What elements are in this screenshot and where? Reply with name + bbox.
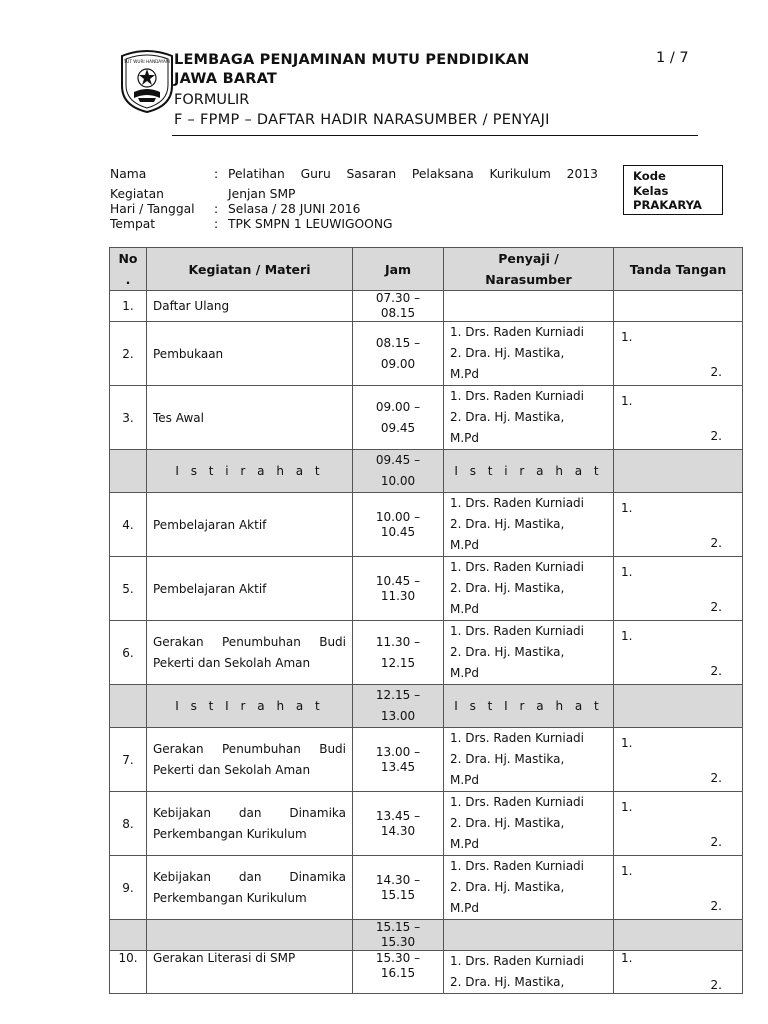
- signature-slot-1: 1.: [621, 629, 633, 643]
- table-row: [110, 493, 743, 557]
- time-start: 15.15 –: [375, 920, 421, 934]
- col-header-presenter: [444, 248, 614, 291]
- presenter-1: 1. Drs. Raden Kurniadi: [450, 859, 585, 873]
- row-signature: [614, 557, 743, 621]
- institution-region: JAWA BARAT: [174, 71, 278, 87]
- signature-slot-1: 1.: [621, 394, 633, 408]
- row-number: 8.: [110, 792, 147, 856]
- row-activity: [147, 621, 353, 685]
- time-end: 15.15: [380, 887, 416, 902]
- break-label: [147, 920, 353, 951]
- header-divider: [172, 135, 698, 136]
- presenter-2: 2. Dra. Hj. Mastika,: [450, 975, 565, 989]
- presenter-2-title: M.Pd: [450, 837, 480, 851]
- presenter-2: 2. Dra. Hj. Mastika,: [450, 581, 565, 595]
- row-activity: Daftar Ulang: [147, 291, 353, 322]
- table-row: [110, 557, 743, 621]
- row-presenter: [444, 322, 614, 386]
- row-time: [353, 386, 444, 450]
- row-number: 10.: [110, 951, 147, 994]
- time-start: 10.00 –: [375, 509, 421, 524]
- row-time: [353, 621, 444, 685]
- presenter-2-title: M.Pd: [450, 367, 480, 381]
- table-break-row: [110, 920, 743, 951]
- row-signature: [614, 685, 743, 728]
- table-row: [110, 386, 743, 450]
- row-presenter: [444, 291, 614, 322]
- signature-slot-2: 2.: [710, 899, 722, 913]
- table-row: [110, 322, 743, 386]
- svg-text:TUT WURI HANDAYANI: TUT WURI HANDAYANI: [123, 59, 171, 64]
- time-start: 15.30 –: [375, 951, 421, 965]
- row-time: [353, 856, 444, 920]
- activity-line-1: Kebijakan dan Dinamika: [153, 869, 346, 884]
- presenter-1: 1. Drs. Raden Kurniadi: [450, 731, 585, 745]
- tempat-label: Tempat: [110, 217, 156, 231]
- row-signature: [614, 322, 743, 386]
- class-value: PRAKARYA: [633, 198, 702, 212]
- signature-slot-1: 1.: [621, 951, 633, 965]
- activity-line-2: Pekerti dan Sekolah Aman: [153, 655, 311, 670]
- signature-slot-1: 1.: [621, 330, 633, 344]
- nama-word: Sasaran: [346, 167, 397, 181]
- table-break-row: [110, 450, 743, 493]
- time-start: 11.30 –: [375, 634, 421, 649]
- presenter-2: 2. Dra. Hj. Mastika,: [450, 880, 565, 894]
- row-signature: [614, 621, 743, 685]
- row-signature: [614, 386, 743, 450]
- row-presenter: [444, 493, 614, 557]
- row-number: 9.: [110, 856, 147, 920]
- col-header-time: Jam: [353, 248, 444, 291]
- row-number: 6.: [110, 621, 147, 685]
- row-activity: Gerakan Literasi di SMP: [147, 951, 353, 994]
- time-end: 10.45: [380, 524, 416, 539]
- presenter-2-title: M.Pd: [450, 773, 480, 787]
- form-title: F – FPMP – DAFTAR HADIR NARASUMBER / PENYAJI: [174, 112, 550, 128]
- presenter-2-title: M.Pd: [450, 538, 480, 552]
- col-header-activity: Kegiatan / Materi: [147, 248, 353, 291]
- presenter-1: 1. Drs. Raden Kurniadi: [450, 954, 585, 968]
- presenter-2: 2. Dra. Hj. Mastika,: [450, 410, 565, 424]
- break-presenter: [444, 920, 614, 951]
- table-row: [110, 792, 743, 856]
- activity-line-1: Kebijakan dan Dinamika: [153, 805, 346, 820]
- row-activity: Pembukaan: [147, 322, 353, 386]
- presenter-2: 2. Dra. Hj. Mastika,: [450, 517, 565, 531]
- activity-line-2: Perkembangan Kurikulum: [153, 890, 307, 905]
- break-label: I s t I r a h a t: [147, 685, 353, 728]
- time-start: 08.15 –: [375, 335, 421, 350]
- col-header-no: [110, 248, 147, 291]
- colon: :: [214, 167, 219, 181]
- tut-wuri-handayani-logo: [116, 48, 178, 114]
- signature-slot-1: 1.: [621, 864, 633, 878]
- time-end: 13.00: [380, 709, 416, 723]
- row-activity: Pembelajaran Aktif: [147, 557, 353, 621]
- row-time: [353, 450, 444, 493]
- time-start: 12.15 –: [375, 688, 421, 702]
- row-time: [353, 728, 444, 792]
- signature-slot-2: 2.: [710, 771, 722, 785]
- time-end: 11.30: [380, 588, 416, 603]
- time-end: 14.30: [380, 823, 416, 838]
- table-row: [110, 291, 743, 322]
- row-presenter: [444, 386, 614, 450]
- code-label: Kode: [633, 169, 666, 183]
- row-signature: [614, 856, 743, 920]
- row-number: [110, 920, 147, 951]
- nama-word: 2013: [566, 167, 598, 181]
- signature-slot-1: 1.: [621, 800, 633, 814]
- row-presenter: [444, 856, 614, 920]
- row-number: 7.: [110, 728, 147, 792]
- presenter-1: 1. Drs. Raden Kurniadi: [450, 624, 585, 638]
- row-time: [353, 951, 444, 994]
- time-start: 09.00 –: [375, 399, 421, 414]
- time-start: 07.30 –: [375, 291, 421, 305]
- activity-line-2: Pekerti dan Sekolah Aman: [153, 762, 311, 777]
- presenter-2: 2. Dra. Hj. Mastika,: [450, 816, 565, 830]
- table-break-row: [110, 685, 743, 728]
- table-row: [110, 728, 743, 792]
- signature-slot-1: 1.: [621, 501, 633, 515]
- row-number: 3.: [110, 386, 147, 450]
- time-start: 13.00 –: [375, 744, 421, 759]
- row-presenter: [444, 792, 614, 856]
- colon: :: [214, 202, 219, 216]
- row-activity: [147, 728, 353, 792]
- signature-slot-2: 2.: [710, 536, 722, 550]
- signature-slot-2: 2.: [710, 429, 722, 443]
- presenter-1: 1. Drs. Raden Kurniadi: [450, 389, 585, 403]
- time-end: 16.15: [380, 966, 416, 980]
- presenter-1: 1. Drs. Raden Kurniadi: [450, 795, 585, 809]
- form-label: FORMULIR: [174, 92, 250, 108]
- activity-line-1: Gerakan Penumbuhan Budi: [153, 741, 346, 756]
- nama-label: Nama: [110, 167, 147, 181]
- row-signature: [614, 951, 743, 994]
- time-start: 14.30 –: [375, 872, 421, 887]
- row-signature: [614, 792, 743, 856]
- row-presenter: [444, 621, 614, 685]
- signature-slot-1: 1.: [621, 565, 633, 579]
- institution-name: LEMBAGA PENJAMINAN MUTU PENDIDIKAN: [174, 52, 530, 68]
- row-number: [110, 685, 147, 728]
- nama-word: Guru: [300, 167, 331, 181]
- break-presenter: I s t I r a h a t: [444, 685, 614, 728]
- row-activity: Pembelajaran Aktif: [147, 493, 353, 557]
- kegiatan-label: Kegiatan: [110, 187, 164, 201]
- row-signature: [614, 493, 743, 557]
- row-number: 4.: [110, 493, 147, 557]
- row-time: [353, 792, 444, 856]
- hari-tanggal-label: Hari / Tanggal: [110, 202, 195, 216]
- time-start: 10.45 –: [375, 573, 421, 588]
- row-time: [353, 557, 444, 621]
- presenter-2: 2. Dra. Hj. Mastika,: [450, 346, 565, 360]
- hari-tanggal-value: Selasa / 28 JUNI 2016: [228, 202, 361, 216]
- time-start: 09.45 –: [375, 453, 421, 467]
- time-end: 13.45: [380, 759, 416, 774]
- table-row: [110, 951, 743, 994]
- signature-slot-2: 2.: [710, 664, 722, 678]
- row-time: [353, 685, 444, 728]
- presenter-2-title: M.Pd: [450, 666, 480, 680]
- signature-slot-2: 2.: [710, 835, 722, 849]
- row-presenter: [444, 557, 614, 621]
- time-end: 09.00: [380, 356, 416, 371]
- row-time: [353, 493, 444, 557]
- row-time: [353, 322, 444, 386]
- row-number: 1.: [110, 291, 147, 322]
- row-signature: [614, 920, 743, 951]
- row-number: 2.: [110, 322, 147, 386]
- row-signature: [614, 291, 743, 322]
- colon: :: [214, 217, 219, 231]
- time-end: 10.00: [380, 474, 416, 488]
- kegiatan-value: Jenjan SMP: [228, 187, 296, 201]
- row-number: [110, 450, 147, 493]
- attendance-table: [109, 247, 743, 994]
- activity-line-1: Gerakan Penumbuhan Budi: [153, 634, 346, 649]
- col-header-signature: Tanda Tangan: [614, 248, 743, 291]
- time-start: 13.45 –: [375, 808, 421, 823]
- row-signature: [614, 728, 743, 792]
- header-text: Penyaji /: [498, 251, 559, 266]
- activity-line-2: Perkembangan Kurikulum: [153, 826, 307, 841]
- row-presenter: [444, 951, 614, 994]
- row-time: [353, 291, 444, 322]
- time-end: 12.15: [380, 655, 416, 670]
- signature-slot-2: 2.: [710, 365, 722, 379]
- row-number: 5.: [110, 557, 147, 621]
- time-end: 08.15: [380, 306, 416, 320]
- row-time: [353, 920, 444, 951]
- time-end: 09.45: [380, 420, 416, 435]
- nama-word: Kurikulum: [489, 167, 551, 181]
- break-presenter: I s t i r a h a t: [444, 450, 614, 493]
- header-text: No: [118, 251, 138, 266]
- page-number: 1 / 7: [656, 50, 689, 66]
- class-label: Kelas: [633, 183, 669, 198]
- signature-slot-1: 1.: [621, 736, 633, 750]
- tempat-value: TPK SMPN 1 LEUWIGOONG: [228, 217, 393, 231]
- presenter-2-title: M.Pd: [450, 602, 480, 616]
- nama-word: Pelatihan: [228, 167, 285, 181]
- row-activity: Tes Awal: [147, 386, 353, 450]
- nama-word: Pelaksana: [411, 167, 474, 181]
- row-activity: [147, 792, 353, 856]
- row-activity: [147, 856, 353, 920]
- header-text: Narasumber: [485, 272, 572, 287]
- presenter-2-title: M.Pd: [450, 431, 480, 445]
- table-row: [110, 856, 743, 920]
- presenter-1: 1. Drs. Raden Kurniadi: [450, 325, 585, 339]
- table-header-row: [110, 248, 743, 291]
- nama-value: [228, 167, 598, 182]
- class-code-box: [623, 165, 723, 215]
- signature-slot-2: 2.: [710, 600, 722, 614]
- presenter-2: 2. Dra. Hj. Mastika,: [450, 752, 565, 766]
- row-presenter: [444, 728, 614, 792]
- presenter-2-title: M.Pd: [450, 901, 480, 915]
- presenter-2: 2. Dra. Hj. Mastika,: [450, 645, 565, 659]
- table-row: [110, 621, 743, 685]
- presenter-1: 1. Drs. Raden Kurniadi: [450, 560, 585, 574]
- row-signature: [614, 450, 743, 493]
- header-text: .: [125, 272, 131, 287]
- presenter-1: 1. Drs. Raden Kurniadi: [450, 496, 585, 510]
- signature-slot-2: 2.: [710, 978, 722, 992]
- break-label: I s t i r a h a t: [147, 450, 353, 493]
- time-end: 15.30: [380, 935, 416, 949]
